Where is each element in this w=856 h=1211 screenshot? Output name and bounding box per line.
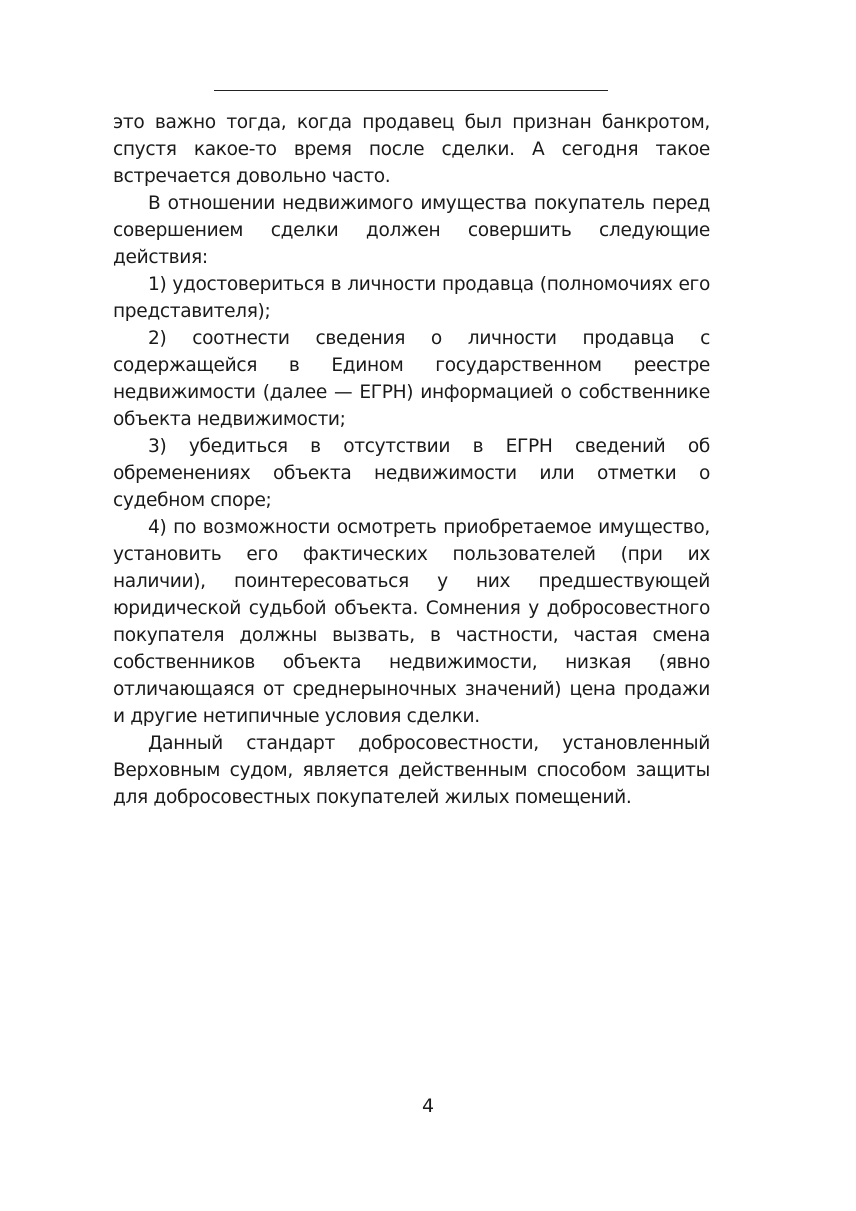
list-item-3: 3) убедиться в отсутствии в ЕГРН сведений об обременениях объекта недвижимости или отметки о судебном споре; bbox=[113, 436, 710, 511]
list-item-4: 4) по возможности осмотреть приобретаемое имущество, установить его фактических пользователей (при их наличии), поинтересоваться у них предшествующей юридической судьбой объекта. Сомнения у добросовестного покупателя должны вызвать, в частности, частая смена собственников объекта недвижимости, низкая (явно отличающаяся от среднерыночных значений) цена продажи и другие нетипичные условия сделки. bbox=[113, 517, 710, 727]
list-item-2: 2) соотнести сведения о личности продавца с содержащейся в Едином государственном реестре недвижимости (далее — ЕГРН) информацией о собственнике объекта недвижимости; bbox=[113, 328, 710, 430]
body-text bbox=[113, 109, 710, 811]
page-number: 4 bbox=[421, 1095, 435, 1117]
header-rule bbox=[214, 90, 608, 91]
paragraph-conclusion: Данный стандарт добросовестности, установленный Верховным судом, является действенным способом защиты для добросовестных покупателей жилых помещений. bbox=[113, 733, 710, 808]
list-item-1: 1) удостовериться в личности продавца (полномочиях его представителя); bbox=[113, 274, 710, 322]
paragraph-buyer-actions-intro: В отношении недвижимого имущества покупатель перед совершением сделки должен совершить следующие действия: bbox=[113, 193, 710, 268]
paragraph-continuation: это важно тогда, когда продавец был признан банкротом, спустя какое-то время после сделки. А сегодня такое встречается довольно часто. bbox=[113, 112, 710, 187]
